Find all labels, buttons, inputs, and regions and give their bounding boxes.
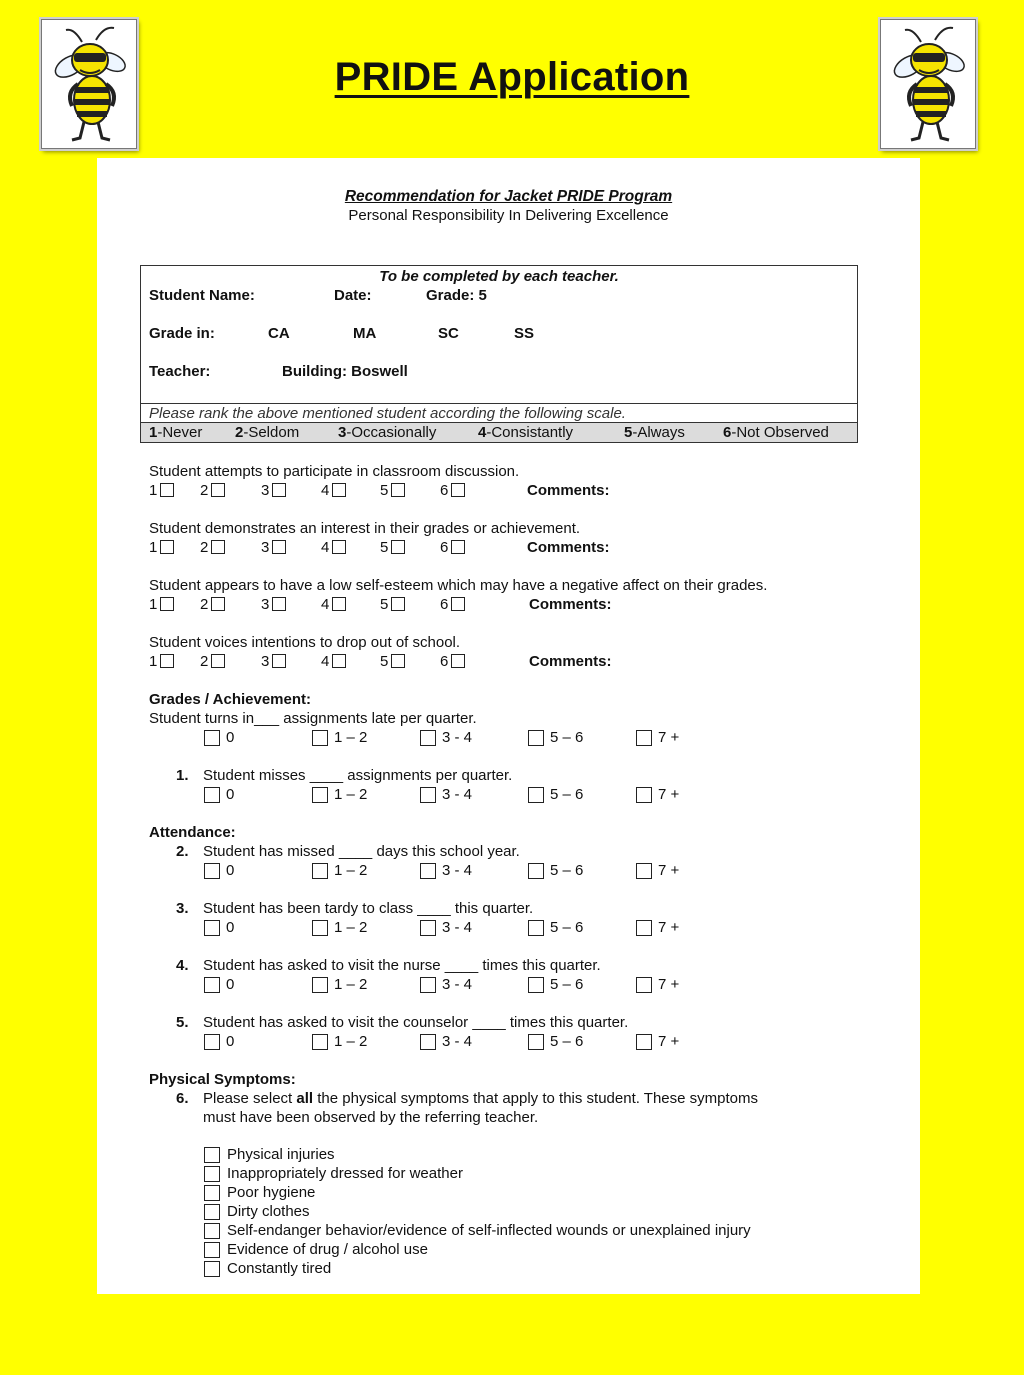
symptom-checkbox[interactable]	[204, 1166, 220, 1182]
option-checkbox[interactable]	[312, 920, 328, 936]
rating-number: 2	[200, 539, 209, 556]
rating-checkbox-4[interactable]	[332, 540, 346, 554]
application-form-page	[97, 158, 920, 1294]
option-label: 7 +	[658, 786, 680, 803]
option-label: 7 +	[658, 919, 680, 936]
option-checkbox[interactable]	[636, 1034, 652, 1050]
rating-number: 3	[261, 482, 270, 499]
rating-number: 2	[200, 482, 209, 499]
scale-item-consistantly: 4-Consistantly	[478, 424, 574, 441]
symptom-checkbox[interactable]	[204, 1204, 220, 1220]
option-label: 5 – 6	[550, 729, 584, 746]
building-label: Building: Boswell	[282, 363, 408, 380]
option-label: 5 – 6	[550, 862, 584, 879]
option-label: 3 - 4	[442, 729, 473, 746]
rating-checkbox-6[interactable]	[451, 540, 465, 554]
option-checkbox[interactable]	[636, 977, 652, 993]
option-checkbox[interactable]	[420, 863, 436, 879]
option-label: 1 – 2	[334, 786, 368, 803]
scale-item-always: 5-Always	[624, 424, 685, 441]
option-label: 3 - 4	[442, 919, 473, 936]
option-checkbox[interactable]	[420, 787, 436, 803]
rating-checkbox-4[interactable]	[332, 483, 346, 497]
form-subtitle	[97, 207, 920, 224]
scale-item-never: 1-Never	[149, 424, 203, 441]
comments-label: Comments:	[529, 596, 612, 613]
symptom-checkbox[interactable]	[204, 1147, 220, 1163]
option-label: 3 - 4	[442, 862, 473, 879]
rating-checkbox-5[interactable]	[391, 483, 405, 497]
grades-heading: Grades / Achievement:	[149, 691, 312, 708]
grades-question-late: Student turns in___ assignments late per quarter.	[149, 710, 477, 727]
option-checkbox[interactable]	[528, 863, 544, 879]
symptom-label: Poor hygiene	[227, 1184, 316, 1201]
rating-checkbox-5[interactable]	[391, 540, 405, 554]
page-title: PRIDE Application	[334, 55, 690, 99]
question-number: 1.	[176, 767, 189, 784]
option-checkbox[interactable]	[204, 1034, 220, 1050]
symptom-label: Evidence of drug / alcohol use	[227, 1241, 428, 1258]
rating-checkbox-3[interactable]	[272, 483, 286, 497]
rating-checkbox-1[interactable]	[160, 597, 174, 611]
option-label: 7 +	[658, 729, 680, 746]
symptom-label: Constantly tired	[227, 1260, 332, 1277]
option-label: 0	[226, 1033, 235, 1050]
option-checkbox[interactable]	[312, 977, 328, 993]
physical-heading: Physical Symptoms:	[149, 1071, 296, 1088]
rating-number: 6	[440, 653, 449, 670]
teacher-label[interactable]: Teacher:	[149, 363, 211, 380]
rating-checkbox-1[interactable]	[160, 654, 174, 668]
rating-checkbox-6[interactable]	[451, 483, 465, 497]
rating-number: 5	[380, 653, 389, 670]
option-label: 1 – 2	[334, 1033, 368, 1050]
subject-ma[interactable]: MA	[353, 325, 377, 342]
scale-item-seldom: 2-Seldom	[235, 424, 300, 441]
subtitle-word: xcellence	[606, 207, 669, 224]
option-label: 0	[226, 862, 235, 879]
option-checkbox[interactable]	[528, 1034, 544, 1050]
option-label: 7 +	[658, 862, 680, 879]
rating-number: 4	[321, 653, 330, 670]
rating-checkbox-3[interactable]	[272, 597, 286, 611]
rating-number: 5	[380, 539, 389, 556]
rating-scale-box	[140, 403, 858, 443]
rating-number: 4	[321, 596, 330, 613]
option-checkbox[interactable]	[636, 920, 652, 936]
comments-label: Comments:	[527, 482, 610, 499]
rating-checkbox-3[interactable]	[272, 654, 286, 668]
date-label[interactable]: Date:	[334, 287, 372, 304]
subtitle-letter: P	[348, 207, 359, 224]
option-checkbox[interactable]	[204, 730, 220, 746]
option-checkbox[interactable]	[420, 920, 436, 936]
rating-number: 1	[149, 596, 158, 613]
option-checkbox[interactable]	[636, 787, 652, 803]
option-label: 5 – 6	[550, 919, 584, 936]
rating-number: 5	[380, 596, 389, 613]
rating-checkbox-2[interactable]	[211, 483, 225, 497]
grade-label: Grade: 5	[426, 287, 487, 304]
rating-checkbox-6[interactable]	[451, 654, 465, 668]
subtitle-letter: D	[525, 207, 537, 224]
rating-checkbox-1[interactable]	[160, 540, 174, 554]
attendance-question: Student has asked to visit the nurse ____ times this quarter.	[203, 957, 601, 974]
option-checkbox[interactable]	[528, 787, 544, 803]
option-label: 1 – 2	[334, 862, 368, 879]
grades-question-missed: Student misses ____ assignments per quarter.	[203, 767, 513, 784]
option-label: 0	[226, 919, 235, 936]
question-number: 4.	[176, 957, 189, 974]
rating-checkbox-5[interactable]	[391, 597, 405, 611]
subtitle-word: elivering	[536, 207, 597, 224]
option-label: 5 – 6	[550, 976, 584, 993]
rating-number: 5	[380, 482, 389, 499]
subtitle-letter: R	[411, 207, 423, 224]
option-checkbox[interactable]	[636, 730, 652, 746]
symptom-checkbox[interactable]	[204, 1185, 220, 1201]
attendance-question: Student has been tardy to class ____ this quarter.	[203, 900, 534, 917]
rating-checkbox-2[interactable]	[211, 654, 225, 668]
rating-checkbox-6[interactable]	[451, 597, 465, 611]
symptom-label: Self-endanger behavior/evidence of self-inflected wounds or unexplained injury	[227, 1222, 751, 1239]
option-label: 5 – 6	[550, 786, 584, 803]
option-label: 7 +	[658, 1033, 680, 1050]
option-label: 0	[226, 976, 235, 993]
subtitle-word: n	[512, 207, 526, 224]
symptom-checkbox[interactable]	[204, 1261, 220, 1277]
option-checkbox[interactable]	[528, 977, 544, 993]
scale-item-not-observed: 6-Not Observed	[723, 424, 829, 441]
subtitle-word: esponsibility	[422, 207, 509, 224]
teacher-instruction: To be completed by each teacher.	[379, 268, 619, 285]
rating-checkbox-2[interactable]	[211, 597, 225, 611]
option-label: 5 – 6	[550, 1033, 584, 1050]
option-checkbox[interactable]	[312, 1034, 328, 1050]
subject-ca[interactable]: CA	[268, 325, 290, 342]
scale-item-occasionally: 3-Occasionally	[338, 424, 437, 441]
rating-number: 2	[200, 596, 209, 613]
rating-number: 1	[149, 653, 158, 670]
rating-number: 6	[440, 596, 449, 613]
student-name-label[interactable]: Student Name:	[149, 287, 255, 304]
option-label: 3 - 4	[442, 1033, 473, 1050]
rating-number: 4	[321, 539, 330, 556]
question-number: 3.	[176, 900, 189, 917]
option-checkbox[interactable]	[636, 863, 652, 879]
form-title: Recommendation for Jacket PRIDE Program	[344, 188, 673, 205]
attendance-question: Student has missed ____ days this school year.	[203, 843, 520, 860]
symptom-checkbox[interactable]	[204, 1223, 220, 1239]
symptom-label: Dirty clothes	[227, 1203, 310, 1220]
symptom-checkbox[interactable]	[204, 1242, 220, 1258]
grade-in-label: Grade in:	[149, 325, 215, 342]
option-label: 3 - 4	[442, 786, 473, 803]
rating-number: 4	[321, 482, 330, 499]
physical-intro-line2: must have been observed by the referring teacher.	[203, 1109, 539, 1126]
option-checkbox[interactable]	[312, 787, 328, 803]
attendance-heading: Attendance:	[149, 824, 236, 841]
rating-checkbox-2[interactable]	[211, 540, 225, 554]
rating-question: Student demonstrates an interest in their grades or achievement.	[149, 520, 581, 537]
option-checkbox[interactable]	[420, 977, 436, 993]
rating-question: Student voices intentions to drop out of school.	[149, 634, 461, 651]
option-checkbox[interactable]	[204, 787, 220, 803]
option-label: 1 – 2	[334, 919, 368, 936]
rating-question: Student appears to have a low self-esteem which may have a negative affect on their grades.	[149, 577, 768, 594]
rating-checkbox-4[interactable]	[332, 597, 346, 611]
option-checkbox[interactable]	[312, 730, 328, 746]
subject-sc[interactable]: SC	[438, 325, 459, 342]
option-label: 3 - 4	[442, 976, 473, 993]
rating-number: 2	[200, 653, 209, 670]
rating-number: 6	[440, 539, 449, 556]
option-checkbox[interactable]	[204, 920, 220, 936]
option-checkbox[interactable]	[204, 863, 220, 879]
option-checkbox[interactable]	[204, 977, 220, 993]
rating-number: 1	[149, 482, 158, 499]
subtitle-letter: E	[596, 207, 607, 224]
symptom-label: Inappropriately dressed for weather	[227, 1165, 463, 1182]
scale-legend	[141, 422, 857, 442]
option-checkbox[interactable]	[420, 730, 436, 746]
question-number: 2.	[176, 843, 189, 860]
option-label: 0	[226, 786, 235, 803]
rating-number: 3	[261, 653, 270, 670]
option-checkbox[interactable]	[420, 1034, 436, 1050]
physical-intro: Please select all the physical symptoms that apply to this student. These symptoms	[203, 1090, 759, 1107]
option-checkbox[interactable]	[528, 920, 544, 936]
option-label: 1 – 2	[334, 729, 368, 746]
attendance-question: Student has asked to visit the counselor ____ times this quarter.	[203, 1014, 629, 1031]
comments-label: Comments:	[527, 539, 610, 556]
rating-checkbox-1[interactable]	[160, 483, 174, 497]
subtitle-letter: I	[508, 207, 513, 224]
rating-checkbox-4[interactable]	[332, 654, 346, 668]
rating-number: 3	[261, 596, 270, 613]
option-label: 0	[226, 729, 235, 746]
option-checkbox[interactable]	[312, 863, 328, 879]
rating-checkbox-5[interactable]	[391, 654, 405, 668]
scale-instruction: Please rank the above mentioned student according the following scale.	[149, 405, 626, 422]
option-checkbox[interactable]	[528, 730, 544, 746]
comments-label: Comments:	[529, 653, 612, 670]
question-number: 6.	[176, 1090, 189, 1107]
option-label: 7 +	[658, 976, 680, 993]
rating-question: Student attempts to participate in classroom discussion.	[149, 463, 520, 480]
option-label: 1 – 2	[334, 976, 368, 993]
rating-checkbox-3[interactable]	[272, 540, 286, 554]
rating-number: 3	[261, 539, 270, 556]
rating-number: 6	[440, 482, 449, 499]
question-number: 5.	[176, 1014, 189, 1031]
rating-number: 1	[149, 539, 158, 556]
subject-ss[interactable]: SS	[514, 325, 535, 342]
subtitle-word: ersonal	[358, 207, 412, 224]
symptom-label: Physical injuries	[227, 1146, 335, 1163]
